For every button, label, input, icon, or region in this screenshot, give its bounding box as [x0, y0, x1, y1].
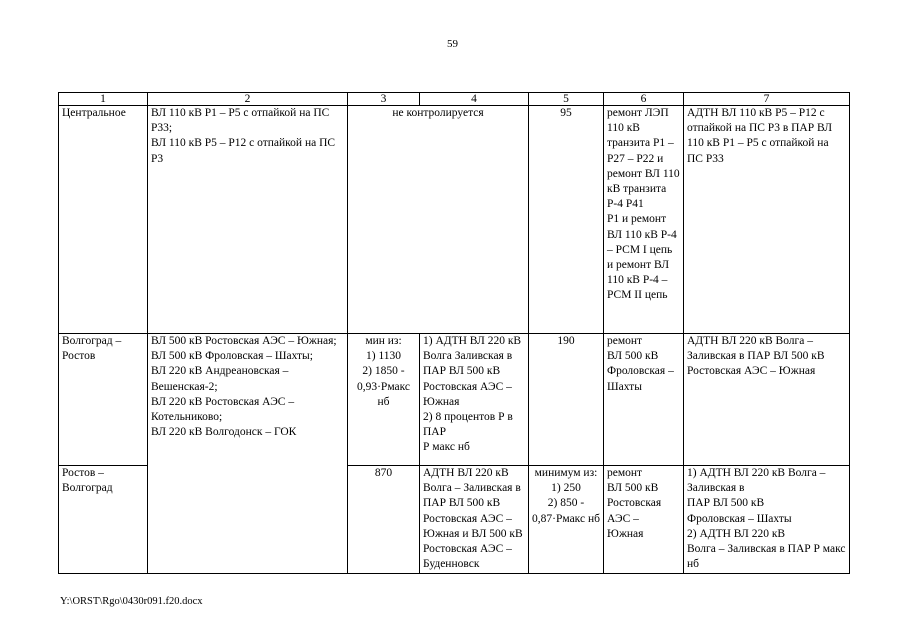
header-cell: 3: [348, 93, 420, 106]
cell-criterion: 1) АДТН ВЛ 220 кВ Волга Заливская в ПАР ВЛ 500 кВ Ростовская АЭС – Южная 2) 8 процентов Р в ПАР Р макс нб: [420, 334, 529, 466]
header-cell: 1: [59, 93, 148, 106]
main-table: [58, 92, 850, 574]
cell-lines: ВЛ 110 кВ Р1 – Р5 с отпайкой на ПС Р33; ВЛ 110 кВ Р5 – Р12 с отпайкой на ПС Р3: [148, 106, 348, 334]
cell-lines: ВЛ 500 кВ Ростовская АЭС – Южная; ВЛ 500 кВ Фроловская – Шахты; ВЛ 220 кВ Андреановская – Вешенская-2; ВЛ 220 кВ Ростовская АЭС – Котельниково; ВЛ 220 кВ Волгодонск – ГОК: [148, 334, 348, 574]
table-header-row: [59, 93, 850, 106]
cell-value: минимум из: 1) 250 2) 850 - 0,87·Pмакс нб: [529, 466, 604, 574]
header-cell: 5: [529, 93, 604, 106]
cell-repair: ремонт ЛЭП 110 кВ транзита Р1 – Р27 – Р22 и ремонт ВЛ 110 кВ транзита Р-4 Р41 Р1 и ремонт ВЛ 110 кВ Р-4 – РСМ I цепь и ремонт ВЛ 110 кВ Р-4 – РСМ II цепь: [604, 106, 684, 334]
cell-limit: мин из: 1) 1130 2) 1850 - 0,93·Pмакс нб: [348, 334, 420, 466]
cell-criterion: АДТН ВЛ 220 кВ Волга – Заливская в ПАР ВЛ 500 кВ Ростовская АЭС – Южная и ВЛ 500 кВ Ростовская АЭС – Буденновск: [420, 466, 529, 574]
table-row: [59, 106, 850, 334]
cell-repair: ремонт ВЛ 500 кВ Ростовская АЭС – Южная: [604, 466, 684, 574]
header-cell: 4: [420, 93, 529, 106]
cell-criterion: АДТН ВЛ 220 кВ Волга – Заливская в ПАР ВЛ 500 кВ Ростовская АЭС – Южная: [684, 334, 850, 466]
cell-not-controlled: не контролируется: [348, 106, 529, 334]
cell-repair: ремонт ВЛ 500 кВ Фроловская – Шахты: [604, 334, 684, 466]
footer-file-path: Y:\ORST\Rgo\0430r091.f20.docx: [60, 596, 203, 607]
header-cell: 6: [604, 93, 684, 106]
cell-criterion: АДТН ВЛ 110 кВ Р5 – Р12 с отпайкой на ПС Р3 в ПАР ВЛ 110 кВ Р1 – Р5 с отпайкой на ПС Р33: [684, 106, 850, 334]
cell-limit: 870: [348, 466, 420, 574]
cell-section: Волгоград – Ростов: [59, 334, 148, 466]
cell-value: 95: [529, 106, 604, 334]
cell-value: 190: [529, 334, 604, 466]
cell-section: Ростов – Волгоград: [59, 466, 148, 574]
header-cell: 2: [148, 93, 348, 106]
header-cell: 7: [684, 93, 850, 106]
table-row: [59, 334, 850, 466]
cell-criterion: 1) АДТН ВЛ 220 кВ Волга – Заливская в ПАР ВЛ 500 кВ Фроловская – Шахты 2) АДТН ВЛ 220 кВ Волга – Заливская в ПАР Р макс нб: [684, 466, 850, 574]
page-number: 59: [447, 38, 458, 50]
cell-section: Центральное: [59, 106, 148, 334]
